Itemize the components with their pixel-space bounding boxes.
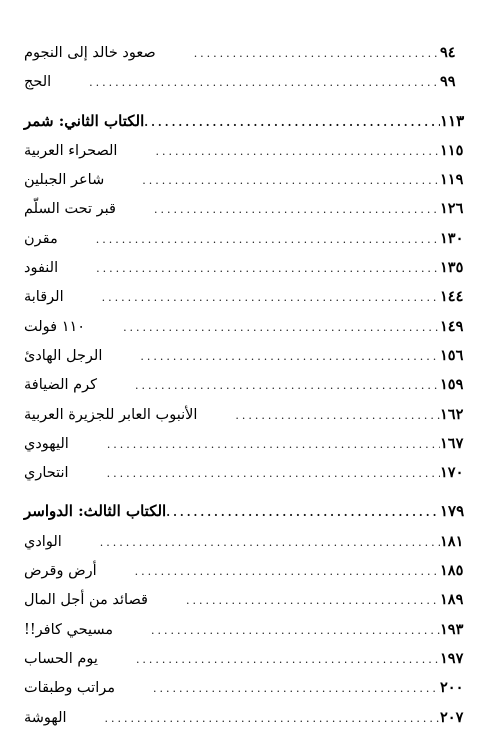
dot-leader xyxy=(194,39,440,68)
toc-entry-page: ١٣٥ xyxy=(440,259,464,277)
toc-entry-page: ١٦٧ xyxy=(440,434,464,452)
toc-entry-page: ١٩٣ xyxy=(440,620,464,638)
dot-leader xyxy=(136,645,440,674)
toc-entry-title: مقرن xyxy=(24,230,58,247)
toc-entry-title: انتحاري xyxy=(24,465,69,482)
toc-entry xyxy=(18,312,478,341)
dot-leader xyxy=(186,586,440,615)
toc-entry xyxy=(18,556,478,585)
toc-entry xyxy=(18,458,478,487)
dot-leader xyxy=(107,459,440,488)
toc-entry-page: ١١٩ xyxy=(440,171,464,189)
toc-entry xyxy=(18,429,478,458)
toc-entry-title: الوادي xyxy=(24,533,62,550)
toc-entry xyxy=(18,165,478,194)
toc-entry xyxy=(18,38,478,67)
toc-entry-title: الأنبوب العابر للجزيرة العربية xyxy=(24,406,198,423)
toc-entry xyxy=(18,136,478,165)
toc-entry-title: شاعر الجبلين xyxy=(24,172,105,189)
toc-book-heading xyxy=(18,107,478,136)
toc-entry-page: ١٧٠ xyxy=(440,464,464,482)
dot-leader xyxy=(166,498,440,527)
toc-entry-title: الصحراء العربية xyxy=(24,142,118,159)
toc-entry xyxy=(18,703,478,732)
toc-entry xyxy=(18,194,478,223)
toc-entry xyxy=(18,341,478,370)
toc-book-page: ١١٣ xyxy=(440,111,465,130)
toc-entry-title: الرجل الهادئ xyxy=(24,347,103,364)
toc-entry-title: ١١٠ فولت xyxy=(24,318,86,335)
toc-book-heading xyxy=(18,497,478,526)
dot-leader xyxy=(123,313,440,342)
toc-entry-page: ١٨٩ xyxy=(440,591,464,609)
toc-entry-title: مسيحي كافر!! xyxy=(24,621,114,638)
toc-entry-title: النفود xyxy=(24,260,59,277)
dot-leader xyxy=(144,108,440,137)
toc-entry xyxy=(18,400,478,429)
toc-entry-page: ١٥٦ xyxy=(440,346,464,364)
toc-entry-title: الحج xyxy=(24,74,52,91)
toc-list xyxy=(18,38,478,732)
toc-entry xyxy=(18,673,478,702)
toc-entry xyxy=(18,370,478,399)
toc-entry-title: مراتب وطبقات xyxy=(24,680,116,697)
dot-leader xyxy=(135,557,440,586)
toc-entry-page: ٩٩ xyxy=(440,73,456,91)
dot-leader xyxy=(153,674,440,703)
toc-entry xyxy=(18,585,478,614)
dot-leader xyxy=(96,254,440,283)
toc-entry-title: اليهودي xyxy=(24,435,69,452)
dot-leader xyxy=(155,137,440,166)
toc-entry-title: قبر تحت السلّم xyxy=(24,201,116,218)
toc-entry-page: ٩٤ xyxy=(440,44,456,61)
toc-entry-page: ٢٠٧ xyxy=(440,708,464,726)
toc-entry xyxy=(18,224,478,253)
dot-leader xyxy=(96,225,440,254)
toc-entry xyxy=(18,615,478,644)
dot-leader xyxy=(105,704,440,733)
toc-book-title: الكتاب الثاني: شمر xyxy=(24,111,145,130)
dot-leader xyxy=(235,401,440,430)
toc-book-title: الكتاب الثالث: الدواسر xyxy=(24,502,167,521)
toc-entry-title: الرقابة xyxy=(24,289,64,306)
toc-entry-title: قصائد من أجل المال xyxy=(24,592,148,609)
toc-entry-title: يوم الحساب xyxy=(24,650,98,667)
dot-leader xyxy=(135,371,440,400)
toc-entry-page: ١٣٠ xyxy=(440,229,464,247)
dot-leader xyxy=(140,342,440,371)
dot-leader xyxy=(89,68,440,97)
dot-leader xyxy=(154,195,440,224)
dot-leader xyxy=(100,528,440,557)
dot-leader xyxy=(151,616,440,645)
dot-leader xyxy=(107,430,440,459)
toc-entry-page: ١٤٩ xyxy=(440,317,464,335)
toc-book-page: ١٧٩ xyxy=(440,502,465,521)
toc-entry-page: ١٥٩ xyxy=(440,376,464,394)
toc-entry-page: ١٨١ xyxy=(440,532,464,550)
toc-entry-page: ١٨٥ xyxy=(440,562,464,580)
toc-entry-page: ١٢٦ xyxy=(440,200,464,218)
toc-entry xyxy=(18,253,478,282)
toc-entry-title: أرض وقرض xyxy=(24,563,97,580)
toc-entry-page: ١١٥ xyxy=(440,141,464,159)
toc-entry-page: ٢٠٠ xyxy=(440,679,464,697)
dot-leader xyxy=(102,283,440,312)
dot-leader xyxy=(142,166,440,195)
toc-entry-title: صعود خالد إلى النجوم xyxy=(24,45,156,61)
toc-entry-page: ١٤٤ xyxy=(440,288,464,306)
toc-entry-page: ١٦٢ xyxy=(440,405,464,423)
toc-entry-title: الهوشة xyxy=(24,709,67,726)
toc-entry xyxy=(18,527,478,556)
toc-entry-page: ١٩٧ xyxy=(440,649,464,667)
toc-entry xyxy=(18,282,478,311)
toc-entry xyxy=(18,67,478,96)
toc-entry-title: كرم الضيافة xyxy=(24,377,98,394)
toc-entry xyxy=(18,644,478,673)
